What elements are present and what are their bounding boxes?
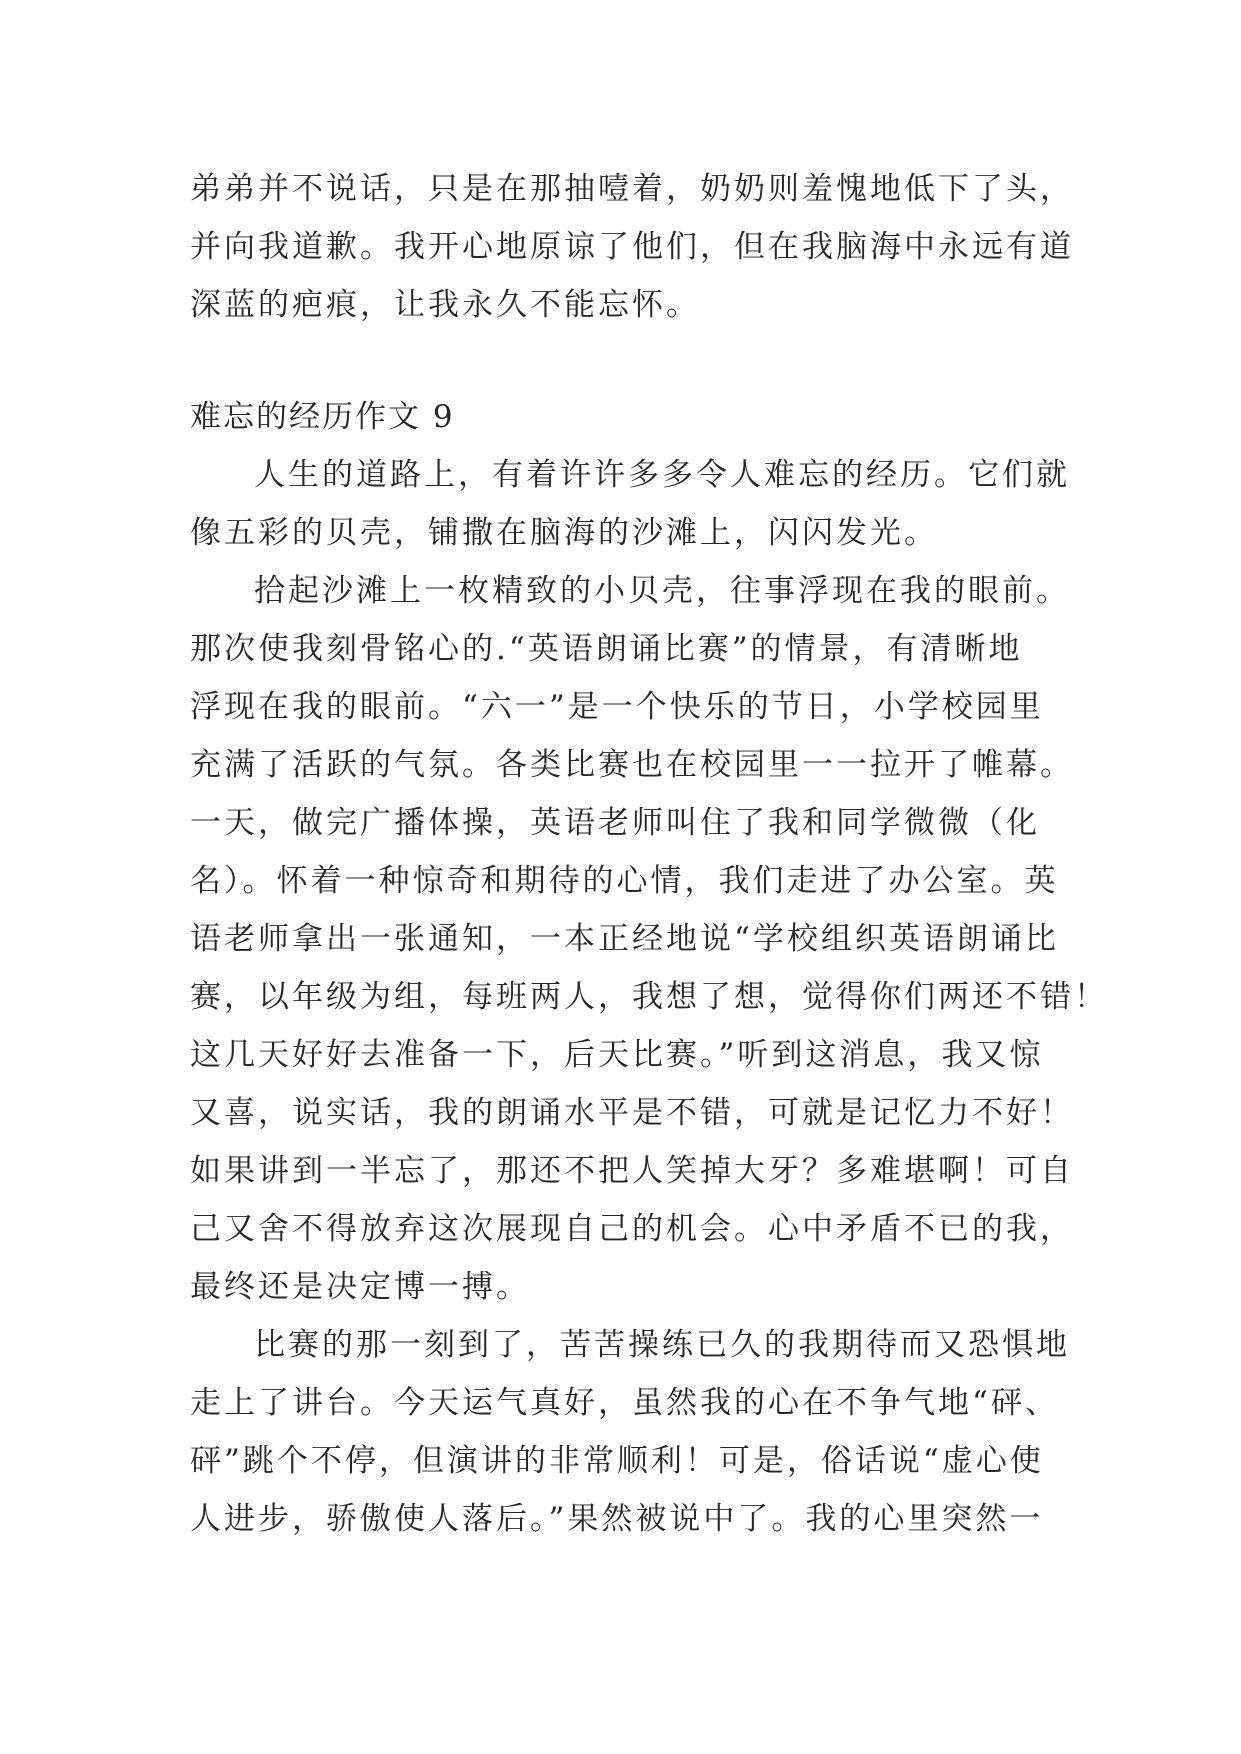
text-line: 这几天好好去准备一下，后天比赛。”听到这消息，我又惊 xyxy=(190,1037,1044,1073)
text-line: 最终还是决定博一搏。 xyxy=(190,1269,530,1305)
text-line: 又喜，说实话，我的朗诵水平是不错，可就是记忆力不好！ xyxy=(190,1095,1074,1131)
text-line: 一天，做完广播体操，英语老师叫住了我和同学微微（化 xyxy=(190,805,1040,841)
paragraph-2 xyxy=(190,562,1108,1316)
previous-paragraph xyxy=(190,160,1074,334)
text-line: 深蓝的疤痕，让我永久不能忘怀。 xyxy=(190,287,700,323)
text-line: 如果讲到一半忘了，那还不把人笑掉大牙？多难堪啊！可自 xyxy=(190,1153,1074,1189)
essay-title: 难忘的经历作文 9 xyxy=(190,399,455,435)
text-line: 那次使我刻骨铭心的.“英语朗诵比赛”的情景，有清晰地 xyxy=(190,631,1023,667)
text-line: 走上了讲台。今天运气真好，虽然我的心在不争气地“砰、 xyxy=(190,1385,1059,1421)
text-line: 比赛的那一刻到了，苦苦操练已久的我期待而又恐惧地 xyxy=(254,1327,1070,1363)
paragraph-3 xyxy=(190,1316,1070,1548)
text-line: 浮现在我的眼前。“六一”是一个快乐的节日，小学校园里 xyxy=(190,689,1044,725)
text-line: 充满了活跃的气氛。各类比赛也在校园里一一拉开了帷幕。 xyxy=(190,747,1074,783)
text-line: 己又舍不得放弃这次展现自己的机会。心中矛盾不已的我， xyxy=(190,1211,1074,1247)
text-line: 弟弟并不说话，只是在那抽噎着，奶奶则羞愧地低下了头， xyxy=(190,171,1074,207)
text-line: 人进步，骄傲使人落后。”果然被说中了。我的心里突然一 xyxy=(190,1501,1044,1537)
text-line: 名）。怀着一种惊奇和期待的心情，我们走进了办公室。英 xyxy=(190,863,1059,899)
paragraph-1 xyxy=(190,446,1070,562)
text-line: 砰”跳个不停，但演讲的非常顺利！可是，俗话说“虚心使 xyxy=(190,1443,1044,1479)
text-line: 人生的道路上，有着许许多多令人难忘的经历。它们就 xyxy=(254,457,1070,493)
text-line: 拾起沙滩上一枚精致的小贝壳，往事浮现在我的眼前。 xyxy=(254,573,1070,609)
text-line: 赛，以年级为组，每班两人，我想了想，觉得你们两还不错！ xyxy=(190,979,1108,1015)
text-line: 并向我道歉。我开心地原谅了他们，但在我脑海中永远有道 xyxy=(190,229,1074,265)
text-line: 语老师拿出一张通知，一本正经地说“学校组织英语朗诵比 xyxy=(190,921,1059,957)
text-line: 像五彩的贝壳，铺撒在脑海的沙滩上，闪闪发光。 xyxy=(190,515,938,551)
